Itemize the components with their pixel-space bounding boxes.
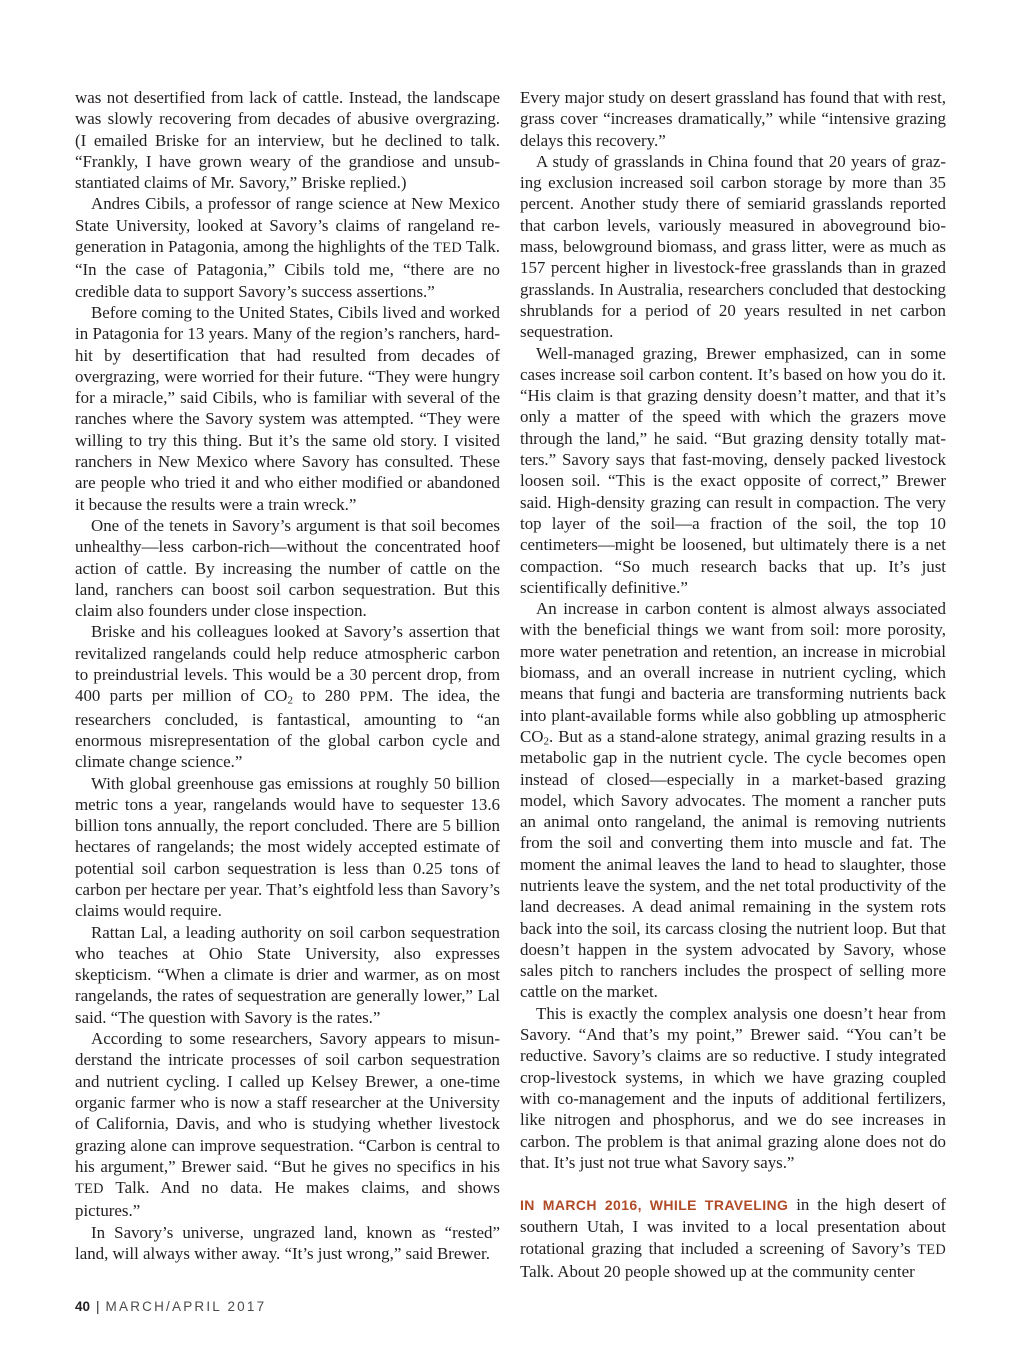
- paragraph: Before coming to the United States, Cibils lived and worked in Patagonia for 13 years. Many of the region’s ranchers, hard-hit by desertification that had resulted from decades of overgrazing, were worried for their future. “They were hungry for a miracle,” said Cibils, who is familiar with several of the ranches where the Savory system was attempted. “They were willing to try this thing. But it’s the same old story. I visited ranchers in New Mexico where Savory has consulted. These are people who tried it and who either modified or abandoned it because the results were a train wreck.”: [75, 302, 500, 514]
- paragraph: With global greenhouse gas emissions at roughly 50 billion metric tons a year, rangelands would have to sequester 13.6 billion tons annually, the report concluded. There are 5 billion hectares of rangelands; the most widely accepted estimate of potential soil carbon sequestration is less than 0.25 tons of carbon per hectare per year. That’s eightfold less than Savory’s claims would require.: [75, 773, 500, 921]
- right-column: [520, 87, 946, 1282]
- paragraph: This is exactly the complex analysis one doesn’t hear from Savory. “And that’s my point,” Brewer said. “You can’t be reductive. Savory’s claims are so reductive. I study integrated crop-livestock systems, in which we have grazing coupled with co-management and the inputs of additional fertilizers, like nitrogen and phosphorus, and we do see increases in carbon. The problem is that animal grazing alone does not do that. It’s just not true what Savory says.”: [520, 1003, 946, 1172]
- footer-separator: |: [96, 1299, 100, 1314]
- paragraph: Briske and his colleagues looked at Savory’s assertion that revitalized rangelands could help reduce atmospheric carbon to preindustrial levels. This would be a 30 percent drop, from 400 parts per million of $CO_2$ to 280 PPM. The idea, the researchers concluded, is fantastical, amounting to “an enormous misrepresentation of the global carbon cycle and climate change science.”: [75, 622, 500, 772]
- paragraph: According to some researchers, Savory appears to misunderstand the intricate processes of soil carbon sequestration and nutrient cycling. I called up Kelsey Brewer, a one-time organic farmer who is now a staff researcher at the University of California, Davis, and who is studying whether livestock grazing alone can improve sequestration. “Carbon is central to his argument,” Brewer said. “But he gives no specifics in his TED Talk. And no data. He makes claims, and shows pictures.”: [75, 1029, 500, 1221]
- paragraph: Well-managed grazing, Brewer emphasized, can in some cases increase soil carbon content. It’s based on how you do it. “His claim is that grazing density doesn’t matter, and that it’s only a matter of the speed with which the grazers move through the land,” he said. “But grazing density totally matters.” Savory says that fast-moving, densely packed livestock loosen soil. “This is the exact opposite of correct,” Brewer said. High-density grazing can result in compaction. The very top layer of the soil—a fraction of the soil, the top 10 centimeters—might be loosened, but ultimately there is a net compaction. “So much research backs that up. It’s just scientifically definitive.”: [520, 343, 946, 597]
- paragraph: A study of grasslands in China found that 20 years of grazing exclusion increased soil carbon storage by more than 35 percent. Another study there of semiarid grasslands reported that carbon levels, variously measured in aboveground biomass, belowground biomass, and grass litter, were as much as 157 percent higher in livestock-free grasslands than in grazed grasslands. In Australia, researchers concluded that destocking shrublands for a period of 20 years resulted in net carbon sequestration.: [520, 151, 946, 342]
- left-column: [75, 87, 500, 1264]
- page-footer: [75, 1299, 266, 1314]
- paragraph: was not desertified from lack of cattle. Instead, the landscape was slowly recovering from decades of abusive overgrazing. (I emailed Briske for an interview, but he declined to talk. “Frankly, I have grown weary of the grandiose and unsubstantiated claims of Mr. Savory,” Briske replied.): [75, 88, 500, 193]
- paragraph: Rattan Lal, a leading authority on soil carbon sequestration who teaches at Ohio State University, also expresses skepticism. “When a climate is drier and warmer, as on most rangelands, the rates of sequestration are generally lower,” Lal said. “The question with Savory is the rates.”: [75, 922, 500, 1027]
- issue-date: MARCH/APRIL 2017: [105, 1299, 267, 1314]
- paragraph: One of the tenets in Savory’s argument is that soil becomes unhealthy—less carbon-rich—without the concentrated hoof action of cattle. By increasing the number of cattle on the land, ranchers can boost soil carbon sequestration. But this claim also founders under close inspection.: [75, 515, 500, 621]
- paragraph: Every major study on desert grassland has found that with rest, grass cover “increases dramatically,” while “intensive grazing delays this recovery.”: [520, 88, 946, 150]
- section-lead-in: IN MARCH 2016, WHILE TRAVELING: [520, 1197, 789, 1214]
- paragraph: In Savory’s universe, ungrazed land, known as “rested” land, will always wither away. “It’s just wrong,” said Brewer.: [75, 1222, 500, 1264]
- paragraph: Andres Cibils, a professor of range science at New Mexico State University, looked at Savory’s claims of rangeland regeneration in Patagonia, among the highlights of the TED Talk. “In the case of Patagonia,” Cibils told me, “there are no credible data to support Savory’s success assertions.”: [75, 194, 500, 301]
- paragraph: An increase in carbon content is almost always associated with the beneficial things we want from soil: more porosity, more water penetration and retention, an increase in microbial biomass, and an overall increase in nutrient cycling, which means that fungi and bacteria are transforming nutrients back into plant-available forms while also gobbling up atmospheric $CO_2$. But as a stand-alone strategy, animal grazing results in a metabolic gap in the nutrient cycle. The cycle becomes open instead of closed—especially in a market-based grazing model, which Savory advocates. The moment a rancher puts an animal onto rangeland, the animal is removing nutrients from the soil and converting them into muscle and fat. The moment the animal leaves the land to head to slaughter, those nutrients leave the system, and the net total productivity of the land decreases. A dead animal remaining in the system rots back into the soil, its carcass closing the nutrient loop. But that doesn’t happen in the system advocated by Savory, whose sales pitch to ranchers includes the prospect of selling more cattle on the market.: [520, 599, 946, 1002]
- section-start-paragraph: IN MARCH 2016, WHILE TRAVELING in the high desert of southern Utah, I was invited to a local presentation about rotational grazing that included a screening of Savory’s TED Talk. About 20 people showed up at the community center: [520, 1195, 946, 1282]
- page-number: 40: [75, 1299, 91, 1314]
